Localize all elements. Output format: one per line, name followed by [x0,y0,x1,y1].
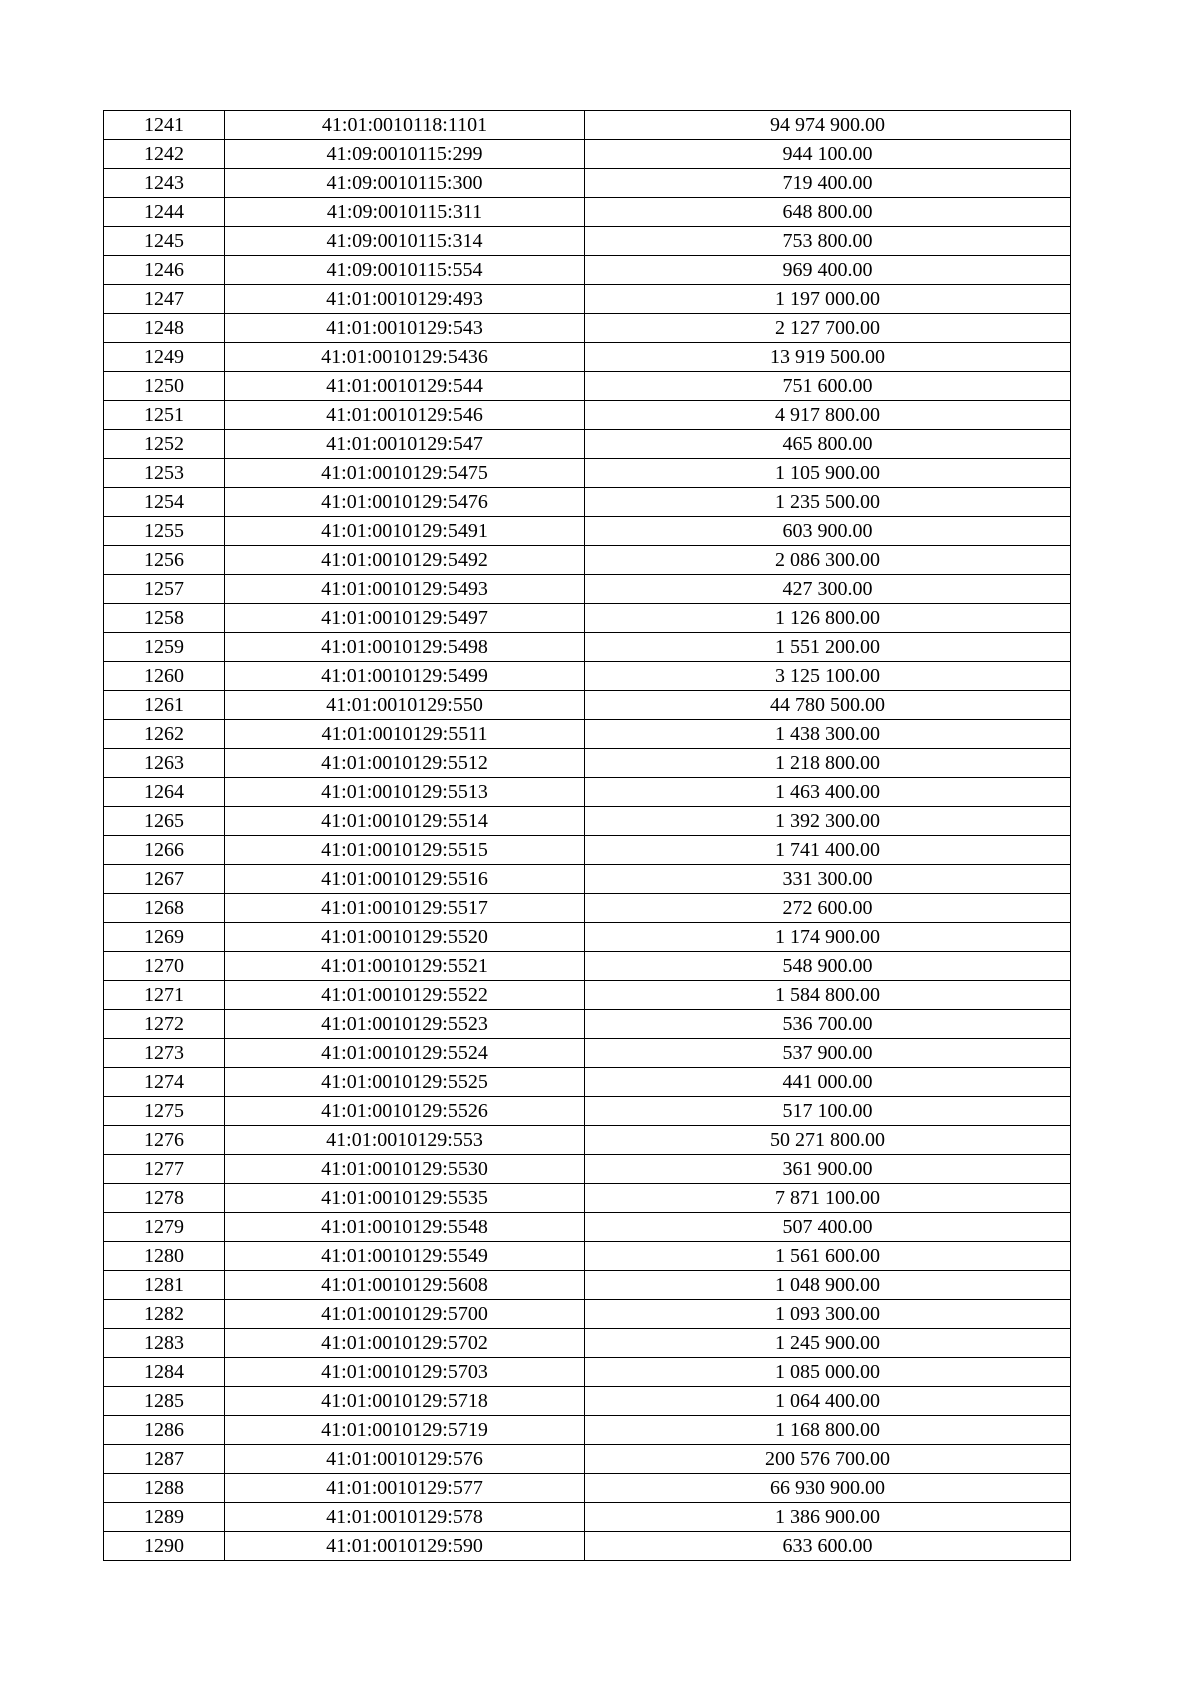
row-number-cell: 1261 [104,691,225,720]
table-row [104,256,1071,285]
table-row [104,372,1071,401]
table-row [104,1213,1071,1242]
cadastral-number-cell: 41:09:0010115:314 [225,227,585,256]
cadastral-value-cell: 272 600.00 [585,894,1071,923]
cadastral-number-cell: 41:01:0010129:5493 [225,575,585,604]
cadastral-number-cell: 41:01:0010129:5497 [225,604,585,633]
table-row [104,1474,1071,1503]
row-number-cell: 1264 [104,778,225,807]
row-number-cell: 1286 [104,1416,225,1445]
cadastral-number-cell: 41:01:0010129:5525 [225,1068,585,1097]
row-number-cell: 1255 [104,517,225,546]
cadastral-value-cell: 969 400.00 [585,256,1071,285]
table-row [104,227,1071,256]
table-row [104,1416,1071,1445]
cadastral-value-cell: 94 974 900.00 [585,111,1071,140]
row-number-cell: 1273 [104,1039,225,1068]
cadastral-number-cell: 41:01:0010129:5523 [225,1010,585,1039]
row-number-cell: 1254 [104,488,225,517]
cadastral-value-cell: 648 800.00 [585,198,1071,227]
table-row [104,1010,1071,1039]
cadastral-number-cell: 41:01:0010129:5516 [225,865,585,894]
row-number-cell: 1280 [104,1242,225,1271]
table-row [104,430,1071,459]
table-row [104,749,1071,778]
row-number-cell: 1290 [104,1532,225,1561]
cadastral-value-cell: 548 900.00 [585,952,1071,981]
row-number-cell: 1244 [104,198,225,227]
cadastral-number-cell: 41:01:0010129:5608 [225,1271,585,1300]
table-row [104,1300,1071,1329]
row-number-cell: 1262 [104,720,225,749]
row-number-cell: 1275 [104,1097,225,1126]
row-number-cell: 1256 [104,546,225,575]
cadastral-value-cell: 1 386 900.00 [585,1503,1071,1532]
row-number-cell: 1276 [104,1126,225,1155]
cadastral-number-cell: 41:01:0010129:5475 [225,459,585,488]
row-number-cell: 1243 [104,169,225,198]
cadastral-value-cell: 1 168 800.00 [585,1416,1071,1445]
cadastral-value-cell: 200 576 700.00 [585,1445,1071,1474]
table-row [104,865,1071,894]
row-number-cell: 1277 [104,1155,225,1184]
table-row [104,1271,1071,1300]
cadastral-number-cell: 41:01:0010118:1101 [225,111,585,140]
cadastral-value-cell: 1 197 000.00 [585,285,1071,314]
row-number-cell: 1288 [104,1474,225,1503]
cadastral-value-cell: 1 126 800.00 [585,604,1071,633]
cadastral-number-cell: 41:01:0010129:5436 [225,343,585,372]
cadastral-number-cell: 41:01:0010129:5548 [225,1213,585,1242]
row-number-cell: 1246 [104,256,225,285]
cadastral-number-cell: 41:01:0010129:5526 [225,1097,585,1126]
row-number-cell: 1281 [104,1271,225,1300]
row-number-cell: 1266 [104,836,225,865]
cadastral-value-cell: 361 900.00 [585,1155,1071,1184]
cadastral-value-cell: 44 780 500.00 [585,691,1071,720]
cadastral-number-cell: 41:01:0010129:5492 [225,546,585,575]
cadastral-value-cell: 2 127 700.00 [585,314,1071,343]
row-number-cell: 1287 [104,1445,225,1474]
cadastral-number-cell: 41:01:0010129:5513 [225,778,585,807]
cadastral-value-cell: 50 271 800.00 [585,1126,1071,1155]
table-row [104,1039,1071,1068]
cadastral-value-cell: 1 235 500.00 [585,488,1071,517]
cadastral-number-cell: 41:01:0010129:5530 [225,1155,585,1184]
cadastral-number-cell: 41:01:0010129:5499 [225,662,585,691]
row-number-cell: 1250 [104,372,225,401]
cadastral-value-cell: 441 000.00 [585,1068,1071,1097]
table-row [104,662,1071,691]
table-row [104,836,1071,865]
cadastral-number-cell: 41:01:0010129:576 [225,1445,585,1474]
cadastral-value-cell: 1 064 400.00 [585,1387,1071,1416]
cadastral-number-cell: 41:01:0010129:5522 [225,981,585,1010]
table-row [104,1184,1071,1213]
cadastral-value-cell: 331 300.00 [585,865,1071,894]
row-number-cell: 1242 [104,140,225,169]
cadastral-number-cell: 41:01:0010129:5719 [225,1416,585,1445]
row-number-cell: 1248 [104,314,225,343]
cadastral-number-cell: 41:01:0010129:5498 [225,633,585,662]
table-row [104,517,1071,546]
cadastral-number-cell: 41:01:0010129:5517 [225,894,585,923]
cadastral-value-cell: 1 218 800.00 [585,749,1071,778]
table-row [104,981,1071,1010]
cadastral-number-cell: 41:01:0010129:5476 [225,488,585,517]
table-row [104,894,1071,923]
row-number-cell: 1252 [104,430,225,459]
cadastral-number-cell: 41:01:0010129:5520 [225,923,585,952]
table-row [104,169,1071,198]
table-row [104,691,1071,720]
row-number-cell: 1272 [104,1010,225,1039]
row-number-cell: 1285 [104,1387,225,1416]
cadastral-number-cell: 41:01:0010129:5702 [225,1329,585,1358]
cadastral-number-cell: 41:01:0010129:5703 [225,1358,585,1387]
row-number-cell: 1257 [104,575,225,604]
table-row [104,778,1071,807]
row-number-cell: 1247 [104,285,225,314]
table-row [104,488,1071,517]
cadastral-value-cell: 7 871 100.00 [585,1184,1071,1213]
table-row [104,343,1071,372]
cadastral-value-cell: 1 105 900.00 [585,459,1071,488]
table-row [104,1532,1071,1561]
cadastral-value-cell: 1 551 200.00 [585,633,1071,662]
cadastral-number-cell: 41:01:0010129:5521 [225,952,585,981]
cadastral-number-cell: 41:01:0010129:5511 [225,720,585,749]
cadastral-value-cell: 537 900.00 [585,1039,1071,1068]
row-number-cell: 1263 [104,749,225,778]
table-row [104,401,1071,430]
cadastral-number-cell: 41:01:0010129:590 [225,1532,585,1561]
row-number-cell: 1245 [104,227,225,256]
cadastral-number-cell: 41:01:0010129:5549 [225,1242,585,1271]
cadastral-number-cell: 41:01:0010129:543 [225,314,585,343]
cadastral-value-cell: 753 800.00 [585,227,1071,256]
cadastral-number-cell: 41:09:0010115:300 [225,169,585,198]
cadastral-number-cell: 41:09:0010115:311 [225,198,585,227]
cadastral-value-cell: 66 930 900.00 [585,1474,1071,1503]
row-number-cell: 1260 [104,662,225,691]
cadastral-value-cell: 1 392 300.00 [585,807,1071,836]
table-row [104,633,1071,662]
table-row [104,1503,1071,1532]
table-row [104,459,1071,488]
cadastral-value-cell: 1 561 600.00 [585,1242,1071,1271]
cadastral-number-cell: 41:01:0010129:547 [225,430,585,459]
row-number-cell: 1279 [104,1213,225,1242]
row-number-cell: 1258 [104,604,225,633]
cadastral-number-cell: 41:01:0010129:550 [225,691,585,720]
cadastral-number-cell: 41:01:0010129:493 [225,285,585,314]
cadastral-value-cell: 427 300.00 [585,575,1071,604]
table-row [104,198,1071,227]
table-row [104,111,1071,140]
cadastral-number-cell: 41:01:0010129:5700 [225,1300,585,1329]
row-number-cell: 1269 [104,923,225,952]
cadastral-number-cell: 41:01:0010129:5514 [225,807,585,836]
table-row [104,1358,1071,1387]
cadastral-value-cell: 719 400.00 [585,169,1071,198]
table-row [104,546,1071,575]
cadastral-number-cell: 41:01:0010129:553 [225,1126,585,1155]
table-row [104,720,1071,749]
cadastral-value-cell: 1 245 900.00 [585,1329,1071,1358]
row-number-cell: 1249 [104,343,225,372]
cadastral-value-table [103,110,1071,1561]
table-row [104,285,1071,314]
table-row [104,1155,1071,1184]
cadastral-value-cell: 1 085 000.00 [585,1358,1071,1387]
table-row [104,1242,1071,1271]
cadastral-value-cell: 4 917 800.00 [585,401,1071,430]
table-row [104,1126,1071,1155]
table-row [104,807,1071,836]
cadastral-value-cell: 1 093 300.00 [585,1300,1071,1329]
table-row [104,140,1071,169]
cadastral-value-cell: 465 800.00 [585,430,1071,459]
table-row [104,1445,1071,1474]
table-row [104,1068,1071,1097]
row-number-cell: 1289 [104,1503,225,1532]
table-row [104,1387,1071,1416]
cadastral-number-cell: 41:01:0010129:546 [225,401,585,430]
cadastral-value-cell: 517 100.00 [585,1097,1071,1126]
cadastral-number-cell: 41:01:0010129:544 [225,372,585,401]
table-row [104,923,1071,952]
cadastral-number-cell: 41:01:0010129:5524 [225,1039,585,1068]
cadastral-value-cell: 603 900.00 [585,517,1071,546]
cadastral-number-cell: 41:01:0010129:578 [225,1503,585,1532]
row-number-cell: 1270 [104,952,225,981]
cadastral-number-cell: 41:09:0010115:299 [225,140,585,169]
row-number-cell: 1253 [104,459,225,488]
row-number-cell: 1274 [104,1068,225,1097]
row-number-cell: 1251 [104,401,225,430]
row-number-cell: 1241 [104,111,225,140]
cadastral-value-cell: 944 100.00 [585,140,1071,169]
table-row [104,314,1071,343]
row-number-cell: 1282 [104,1300,225,1329]
cadastral-number-cell: 41:01:0010129:577 [225,1474,585,1503]
cadastral-value-cell: 1 438 300.00 [585,720,1071,749]
cadastral-number-cell: 41:01:0010129:5491 [225,517,585,546]
cadastral-value-cell: 13 919 500.00 [585,343,1071,372]
cadastral-number-cell: 41:09:0010115:554 [225,256,585,285]
table-row [104,952,1071,981]
cadastral-value-cell: 1 174 900.00 [585,923,1071,952]
row-number-cell: 1271 [104,981,225,1010]
cadastral-value-cell: 536 700.00 [585,1010,1071,1039]
cadastral-number-cell: 41:01:0010129:5515 [225,836,585,865]
row-number-cell: 1259 [104,633,225,662]
cadastral-number-cell: 41:01:0010129:5718 [225,1387,585,1416]
cadastral-value-cell: 751 600.00 [585,372,1071,401]
table-row [104,575,1071,604]
cadastral-value-cell: 1 463 400.00 [585,778,1071,807]
table-row [104,1329,1071,1358]
cadastral-value-cell: 2 086 300.00 [585,546,1071,575]
table-row [104,604,1071,633]
cadastral-value-cell: 633 600.00 [585,1532,1071,1561]
row-number-cell: 1284 [104,1358,225,1387]
row-number-cell: 1283 [104,1329,225,1358]
cadastral-value-cell: 1 048 900.00 [585,1271,1071,1300]
row-number-cell: 1278 [104,1184,225,1213]
row-number-cell: 1265 [104,807,225,836]
cadastral-number-cell: 41:01:0010129:5535 [225,1184,585,1213]
table-body [104,111,1071,1561]
cadastral-number-cell: 41:01:0010129:5512 [225,749,585,778]
row-number-cell: 1267 [104,865,225,894]
cadastral-value-cell: 507 400.00 [585,1213,1071,1242]
cadastral-value-cell: 1 741 400.00 [585,836,1071,865]
cadastral-value-cell: 1 584 800.00 [585,981,1071,1010]
table-row [104,1097,1071,1126]
cadastral-value-cell: 3 125 100.00 [585,662,1071,691]
row-number-cell: 1268 [104,894,225,923]
